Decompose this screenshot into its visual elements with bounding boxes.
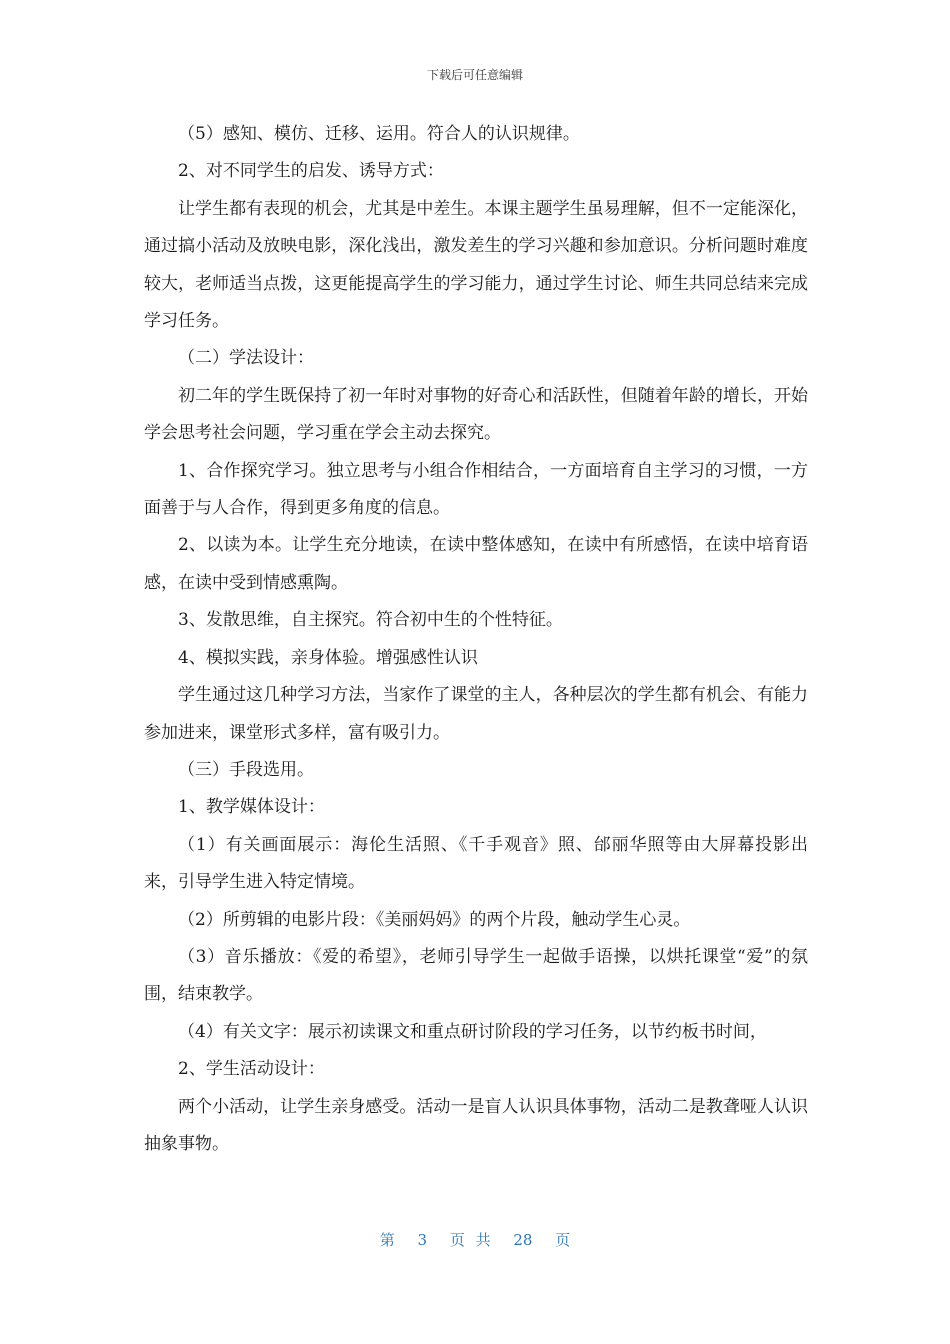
paragraph: 4、模拟实践，亲身体验。增强感性认识: [178, 647, 478, 668]
section-heading: （二）学法设计：: [178, 348, 314, 369]
paragraph: 2、对不同学生的启发、诱导方式：: [178, 161, 444, 182]
page-footer: [0, 1229, 950, 1250]
paragraph: 3、发散思维，自主探究。符合初中生的个性特征。: [178, 610, 563, 631]
page-header: [0, 66, 950, 83]
paragraph: （3）音乐播放：《爱的希望》，老师引导学生一起做手语操，以烘托课堂“爱”的氛围，结束教学。: [144, 946, 808, 1005]
paragraph: 初二年的学生既保持了初一年时对事物的好奇心和活跃性，但随着年龄的增长，开始学会思考社会问题，学习重在学会主动去探究。: [144, 385, 808, 444]
footer-page-label: 第: [379, 1231, 395, 1249]
footer-total-pages: 28: [513, 1231, 533, 1249]
paragraph: 1、教学媒体设计：: [178, 797, 325, 818]
paragraph: （5）感知、模仿、迁移、运用。符合人的认识规律。: [178, 124, 580, 144]
paragraph: 让学生都有表现的机会，尤其是中差生。本课主题学生虽易理解，但不一定能深化，通过搞小活动及放映电影，深化浅出，激发差生的学习兴趣和参加意识。分析问题时难度较大，老师适当点拨，这更能提高学生的学习能力，通过学生讨论、师生共同总结来完成学习任务。: [144, 198, 808, 332]
footer-page-suffix: 页: [555, 1231, 571, 1249]
header-text: 下载后可任意编辑: [426, 68, 523, 82]
paragraph: （1）有关画面展示：海伦生活照、《千手观音》照、邰丽华照等由大屏幕投影出来，引导学生进入特定情境。: [144, 834, 808, 893]
paragraph: 两个小活动，让学生亲身感受。活动一是盲人认识具体事物，活动二是教聋哑人认识抽象事物。: [144, 1096, 808, 1154]
paragraph: （2）所剪辑的电影片段：《美丽妈妈》的两个片段，触动学生心灵。: [178, 909, 691, 930]
paragraph: 学生通过这几种学习方法，当家作了课堂的主人，各种层次的学生都有机会、有能力参加进来，课堂形式多样，富有吸引力。: [144, 685, 808, 743]
document-body: [144, 116, 808, 1163]
paragraph: 2、学生活动设计：: [178, 1059, 325, 1080]
section-heading: （三）手段选用。: [178, 759, 314, 780]
paragraph: 1、合作探究学习。独立思考与小组合作相结合，一方面培育自主学习的习惯，一方面善于与人合作，得到更多角度的信息。: [144, 460, 808, 519]
paragraph: （4）有关文字：展示初读课文和重点研讨阶段的学习任务，以节约板书时间，: [178, 1021, 767, 1042]
paragraph: 2、以读为本。让学生充分地读，在读中整体感知，在读中有所感悟，在读中培育语感，在读中受到情感熏陶。: [144, 535, 808, 593]
footer-page-number: 3: [417, 1231, 428, 1249]
footer-page-of: 页 共: [449, 1231, 491, 1249]
